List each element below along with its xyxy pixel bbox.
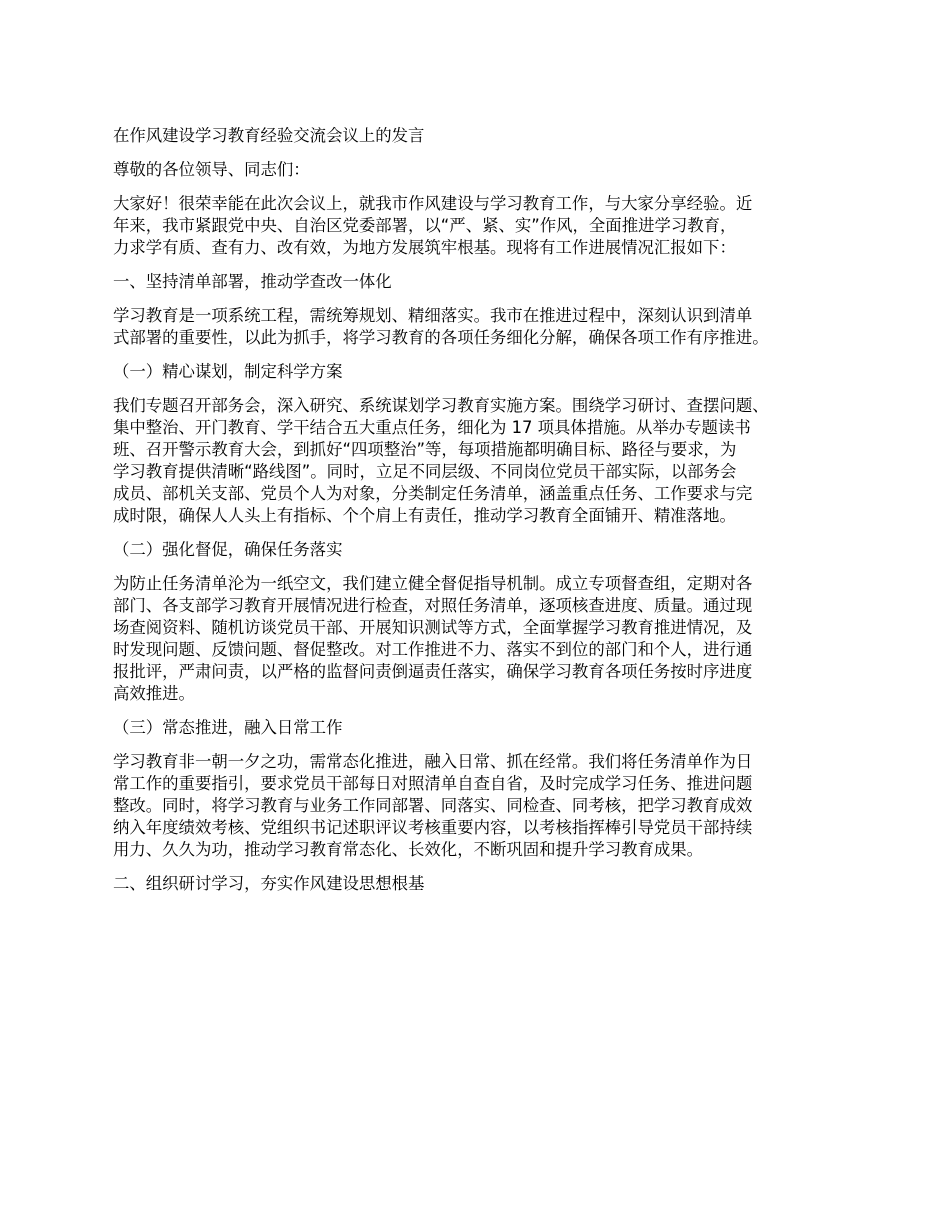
section-1-paragraph: 学习教育是一项系统工程，需统筹规划、精细落实。我市在推进过程中，深刻认识到清单 式部署的重要性，以此为抓手，将学习教育的各项任务细化分解，确保各项工作有序推进。 [113, 306, 769, 347]
section-1-heading: 一、坚持清单部署，推动学查改一体化 [113, 272, 392, 291]
document-body [113, 125, 853, 907]
subsection-2-paragraph: 为防止任务清单沦为一纸空文，我们建立健全督促指导机制。成立专项督查组，定期对各 部门、各支部学习教育开展情况进行检查，对照任务清单，逐项核查进度、质量。通过现 场查阅资料、随机访谈党员干部、开展知识测试等方式，全面掌握学习教育推进情况，及 时发现问题、反馈问题、督促整改。对工作推进不力、落实不到位的部门和个人，进行通 报批评，严肃问责，以严格的监督问责倒逼责任落实，确保学习教育各项任务按时序进度 高效推进。 [113, 574, 753, 703]
document-title: 在作风建设学习教育经验交流会议上的发言 [113, 126, 425, 145]
subsection-2-heading: （二）强化督促，确保任务落实 [113, 540, 343, 559]
subsection-1-paragraph: 我们专题召开部务会，深入研究、系统谋划学习教育实施方案。围绕学习研讨、查摆问题、 集中整治、开门教育、学干结合五大重点任务，细化为 17 项具体措施。从举办专题读书 班、召开警示教育大会，到抓好“四项整治”等，每项措施都明确目标、路径与要求，为 学习教育提供清晰“路线图”。同时，立足不同层级、不同岗位党员干部实际，以部务会 成员、部机关支部、党员个人为对象，分类制定任务清单，涵盖重点任务、工作要求与完 成时限，确保人人头上有指标、个个肩上有责任，推动学习教育全面铺开、精准落地。 [113, 396, 769, 525]
subsection-3-paragraph: 学习教育非一朝一夕之功，需常态化推进，融入日常、抓在经常。我们将任务清单作为日 常工作的重要指引，要求党员干部每日对照清单自查自省，及时完成学习任务、推进问题 整改。同时，将学习教育与业务工作同部署、同落实、同检查、同考核，把学习教育成效 纳入年度绩效考核、党组织书记述职评议考核重要内容，以考核指挥棒引导党员干部持续 用力、久久为功，推动学习教育常态化、长效化，不断巩固和提升学习教育成果。 [113, 752, 753, 859]
salutation: 尊敬的各位领导、同志们： [113, 160, 310, 179]
section-2-heading: 二、组织研讨学习，夯实作风建设思想根基 [113, 874, 425, 893]
intro-paragraph: 大家好！很荣幸能在此次会议上，就我市作风建设与学习教育工作，与大家分享经验。近 年来，我市紧跟党中央、自治区党委部署，以“严、紧、实”作风，全面推进学习教育， 力求学有质、查有力、改有效，为地方发展筑牢根基。现将有工作进展情况汇报如下： [113, 194, 753, 257]
subsection-3-heading: （三）常态推进，融入日常工作 [113, 718, 343, 737]
subsection-1-heading: （一）精心谋划，制定科学方案 [113, 362, 343, 381]
